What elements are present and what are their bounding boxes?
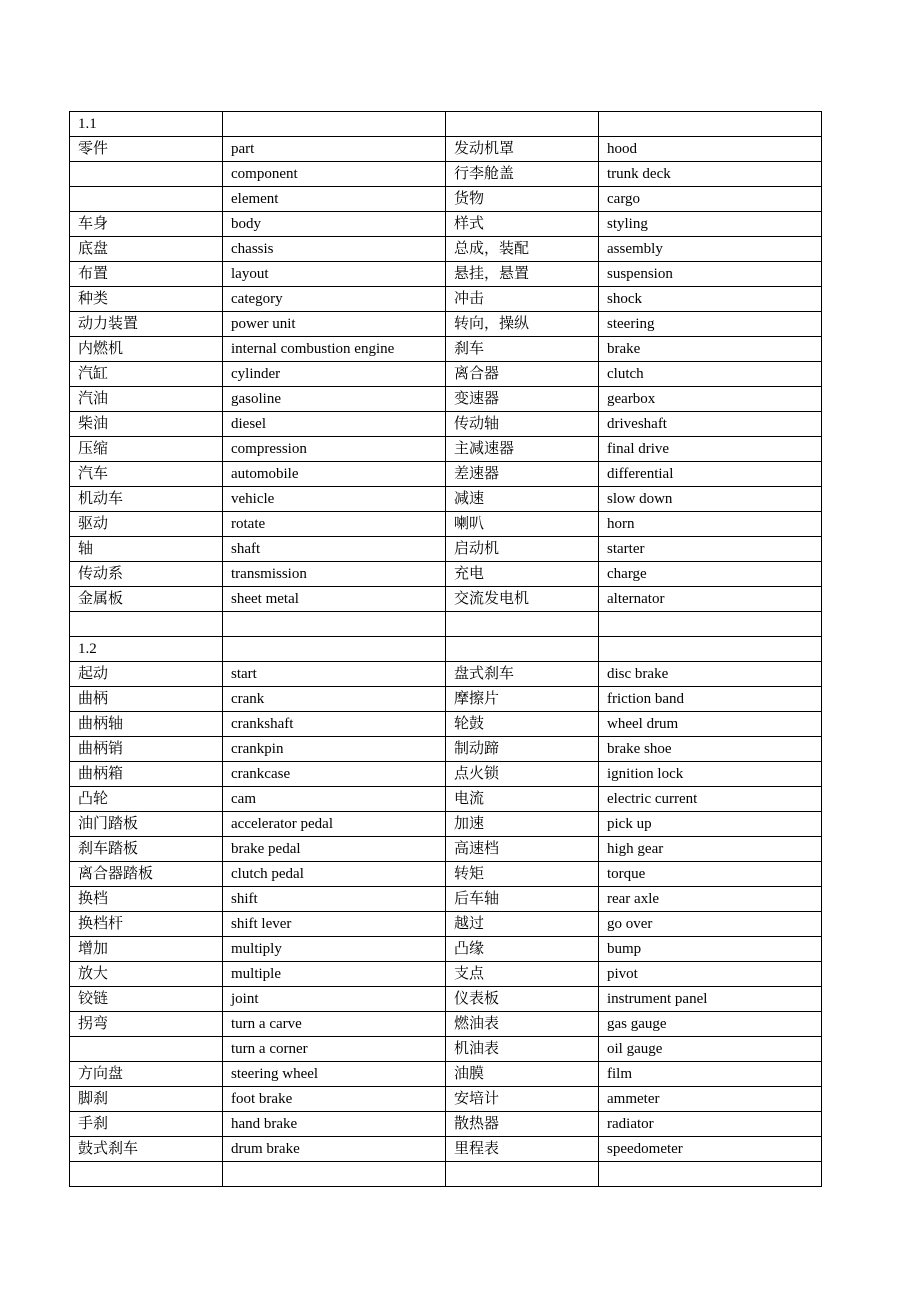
- english-term-cell: pivot: [599, 962, 822, 987]
- chinese-term-cell: 内燃机: [70, 337, 223, 362]
- english-term-cell: ammeter: [599, 1087, 822, 1112]
- chinese-term-cell: 方向盘: [70, 1062, 223, 1087]
- chinese-term-cell: 散热器: [446, 1112, 599, 1137]
- table-row: [70, 537, 822, 562]
- english-term-cell: brake: [599, 337, 822, 362]
- english-term-cell: rotate: [223, 512, 446, 537]
- table-row: [70, 362, 822, 387]
- chinese-term-cell: [446, 112, 599, 137]
- table-row: [70, 162, 822, 187]
- table-row: [70, 637, 822, 662]
- chinese-term-cell: 曲柄箱: [70, 762, 223, 787]
- english-term-cell: suspension: [599, 262, 822, 287]
- chinese-term-cell: 充电: [446, 562, 599, 587]
- table-row: [70, 812, 822, 837]
- table-row: [70, 962, 822, 987]
- chinese-term-cell: [446, 612, 599, 637]
- chinese-term-cell: 样式: [446, 212, 599, 237]
- english-term-cell: component: [223, 162, 446, 187]
- chinese-term-cell: 压缩: [70, 437, 223, 462]
- english-term-cell: alternator: [599, 587, 822, 612]
- table-row: [70, 862, 822, 887]
- table-row: [70, 412, 822, 437]
- english-term-cell: cam: [223, 787, 446, 812]
- table-row: [70, 437, 822, 462]
- chinese-term-cell: 起动: [70, 662, 223, 687]
- english-term-cell: shock: [599, 287, 822, 312]
- table-row: [70, 337, 822, 362]
- chinese-term-cell: 总成，装配: [446, 237, 599, 262]
- chinese-term-cell: 安培计: [446, 1087, 599, 1112]
- english-term-cell: drum brake: [223, 1137, 446, 1162]
- english-term-cell: [599, 112, 822, 137]
- english-term-cell: turn a corner: [223, 1037, 446, 1062]
- table-row: [70, 287, 822, 312]
- english-term-cell: cylinder: [223, 362, 446, 387]
- english-term-cell: turn a carve: [223, 1012, 446, 1037]
- english-term-cell: wheel drum: [599, 712, 822, 737]
- english-term-cell: speedometer: [599, 1137, 822, 1162]
- english-term-cell: [599, 637, 822, 662]
- chinese-term-cell: 高速档: [446, 837, 599, 862]
- english-term-cell: element: [223, 187, 446, 212]
- table-row: [70, 1062, 822, 1087]
- english-term-cell: radiator: [599, 1112, 822, 1137]
- chinese-term-cell: 机动车: [70, 487, 223, 512]
- chinese-term-cell: 油门踏板: [70, 812, 223, 837]
- chinese-term-cell: [70, 162, 223, 187]
- english-term-cell: power unit: [223, 312, 446, 337]
- table-row: [70, 1112, 822, 1137]
- english-term-cell: starter: [599, 537, 822, 562]
- table-row: [70, 562, 822, 587]
- chinese-term-cell: 减速: [446, 487, 599, 512]
- chinese-term-cell: 货物: [446, 187, 599, 212]
- english-term-cell: styling: [599, 212, 822, 237]
- english-term-cell: brake shoe: [599, 737, 822, 762]
- english-term-cell: automobile: [223, 462, 446, 487]
- english-term-cell: crank: [223, 687, 446, 712]
- english-term-cell: crankcase: [223, 762, 446, 787]
- chinese-term-cell: 喇叭: [446, 512, 599, 537]
- chinese-term-cell: 转矩: [446, 862, 599, 887]
- table-row: [70, 112, 822, 137]
- english-term-cell: film: [599, 1062, 822, 1087]
- chinese-term-cell: 1.1: [70, 112, 223, 137]
- english-term-cell: steering: [599, 312, 822, 337]
- english-term-cell: differential: [599, 462, 822, 487]
- chinese-term-cell: 行李舱盖: [446, 162, 599, 187]
- english-term-cell: sheet metal: [223, 587, 446, 612]
- table-row: [70, 262, 822, 287]
- chinese-term-cell: 传动系: [70, 562, 223, 587]
- english-term-cell: friction band: [599, 687, 822, 712]
- english-term-cell: vehicle: [223, 487, 446, 512]
- chinese-term-cell: 启动机: [446, 537, 599, 562]
- table-row: [70, 712, 822, 737]
- chinese-term-cell: 传动轴: [446, 412, 599, 437]
- english-term-cell: shift: [223, 887, 446, 912]
- english-term-cell: [599, 1162, 822, 1187]
- chinese-term-cell: 悬挂，悬置: [446, 262, 599, 287]
- table-row: [70, 787, 822, 812]
- chinese-term-cell: 鼓式刹车: [70, 1137, 223, 1162]
- english-term-cell: [223, 112, 446, 137]
- chinese-term-cell: 动力装置: [70, 312, 223, 337]
- table-row: [70, 512, 822, 537]
- chinese-term-cell: 越过: [446, 912, 599, 937]
- chinese-term-cell: 点火锁: [446, 762, 599, 787]
- table-row: [70, 762, 822, 787]
- english-term-cell: disc brake: [599, 662, 822, 687]
- chinese-term-cell: 变速器: [446, 387, 599, 412]
- table-row: [70, 462, 822, 487]
- english-term-cell: oil gauge: [599, 1037, 822, 1062]
- table-row: [70, 612, 822, 637]
- chinese-term-cell: 燃油表: [446, 1012, 599, 1037]
- chinese-term-cell: 拐弯: [70, 1012, 223, 1037]
- chinese-term-cell: 汽缸: [70, 362, 223, 387]
- chinese-term-cell: 发动机罩: [446, 137, 599, 162]
- chinese-term-cell: 差速器: [446, 462, 599, 487]
- english-term-cell: crankshaft: [223, 712, 446, 737]
- english-term-cell: ignition lock: [599, 762, 822, 787]
- english-term-cell: layout: [223, 262, 446, 287]
- english-term-cell: part: [223, 137, 446, 162]
- chinese-term-cell: 凸轮: [70, 787, 223, 812]
- english-term-cell: gasoline: [223, 387, 446, 412]
- english-term-cell: multiple: [223, 962, 446, 987]
- chinese-term-cell: 增加: [70, 937, 223, 962]
- chinese-term-cell: 驱动: [70, 512, 223, 537]
- chinese-term-cell: 零件: [70, 137, 223, 162]
- table-row: [70, 662, 822, 687]
- chinese-term-cell: [70, 187, 223, 212]
- table-row: [70, 912, 822, 937]
- english-term-cell: assembly: [599, 237, 822, 262]
- english-term-cell: body: [223, 212, 446, 237]
- chinese-term-cell: 轴: [70, 537, 223, 562]
- table-row: [70, 1012, 822, 1037]
- chinese-term-cell: [70, 1162, 223, 1187]
- english-term-cell: go over: [599, 912, 822, 937]
- chinese-term-cell: 盘式刹车: [446, 662, 599, 687]
- chinese-term-cell: 加速: [446, 812, 599, 837]
- chinese-term-cell: [70, 612, 223, 637]
- english-term-cell: [223, 1162, 446, 1187]
- chinese-term-cell: 汽油: [70, 387, 223, 412]
- english-term-cell: foot brake: [223, 1087, 446, 1112]
- chinese-term-cell: 刹车踏板: [70, 837, 223, 862]
- chinese-term-cell: 轮鼓: [446, 712, 599, 737]
- chinese-term-cell: 刹车: [446, 337, 599, 362]
- table-row: [70, 587, 822, 612]
- chinese-term-cell: 转向，操纵: [446, 312, 599, 337]
- chinese-term-cell: 制动蹄: [446, 737, 599, 762]
- english-term-cell: electric current: [599, 787, 822, 812]
- english-term-cell: internal combustion engine: [223, 337, 446, 362]
- english-term-cell: shaft: [223, 537, 446, 562]
- english-term-cell: joint: [223, 987, 446, 1012]
- chinese-term-cell: 换档杆: [70, 912, 223, 937]
- english-term-cell: slow down: [599, 487, 822, 512]
- table-row: [70, 312, 822, 337]
- chinese-term-cell: 换档: [70, 887, 223, 912]
- english-term-cell: [599, 612, 822, 637]
- chinese-term-cell: 底盘: [70, 237, 223, 262]
- english-term-cell: gearbox: [599, 387, 822, 412]
- table-row: [70, 387, 822, 412]
- chinese-term-cell: 摩擦片: [446, 687, 599, 712]
- english-term-cell: horn: [599, 512, 822, 537]
- english-term-cell: cargo: [599, 187, 822, 212]
- english-term-cell: pick up: [599, 812, 822, 837]
- chinese-term-cell: 后车轴: [446, 887, 599, 912]
- table-row: [70, 137, 822, 162]
- table-row: [70, 687, 822, 712]
- english-term-cell: clutch pedal: [223, 862, 446, 887]
- english-term-cell: transmission: [223, 562, 446, 587]
- chinese-term-cell: 离合器: [446, 362, 599, 387]
- table-row: [70, 1037, 822, 1062]
- table-row: [70, 887, 822, 912]
- chinese-term-cell: 1.2: [70, 637, 223, 662]
- english-term-cell: high gear: [599, 837, 822, 862]
- english-term-cell: gas gauge: [599, 1012, 822, 1037]
- chinese-term-cell: 布置: [70, 262, 223, 287]
- chinese-term-cell: 交流发电机: [446, 587, 599, 612]
- chinese-term-cell: 油膜: [446, 1062, 599, 1087]
- english-term-cell: category: [223, 287, 446, 312]
- english-term-cell: clutch: [599, 362, 822, 387]
- english-term-cell: bump: [599, 937, 822, 962]
- english-term-cell: compression: [223, 437, 446, 462]
- table-row: [70, 1162, 822, 1187]
- vocabulary-table: [69, 111, 822, 1187]
- chinese-term-cell: 脚刹: [70, 1087, 223, 1112]
- table-row: [70, 212, 822, 237]
- chinese-term-cell: 曲柄: [70, 687, 223, 712]
- table-row: [70, 937, 822, 962]
- chinese-term-cell: [446, 1162, 599, 1187]
- english-term-cell: trunk deck: [599, 162, 822, 187]
- chinese-term-cell: [446, 637, 599, 662]
- table-row: [70, 187, 822, 212]
- table-row: [70, 487, 822, 512]
- english-term-cell: shift lever: [223, 912, 446, 937]
- table-row: [70, 837, 822, 862]
- chinese-term-cell: 铰链: [70, 987, 223, 1012]
- table-row: [70, 237, 822, 262]
- english-term-cell: brake pedal: [223, 837, 446, 862]
- table-row: [70, 987, 822, 1012]
- chinese-term-cell: 车身: [70, 212, 223, 237]
- table-row: [70, 1087, 822, 1112]
- chinese-term-cell: 柴油: [70, 412, 223, 437]
- english-term-cell: accelerator pedal: [223, 812, 446, 837]
- english-term-cell: steering wheel: [223, 1062, 446, 1087]
- english-term-cell: hood: [599, 137, 822, 162]
- chinese-term-cell: 曲柄销: [70, 737, 223, 762]
- english-term-cell: charge: [599, 562, 822, 587]
- chinese-term-cell: 里程表: [446, 1137, 599, 1162]
- chinese-term-cell: 凸缘: [446, 937, 599, 962]
- table-row: [70, 1137, 822, 1162]
- english-term-cell: [223, 612, 446, 637]
- chinese-term-cell: 曲柄轴: [70, 712, 223, 737]
- chinese-term-cell: 支点: [446, 962, 599, 987]
- chinese-term-cell: 放大: [70, 962, 223, 987]
- english-term-cell: hand brake: [223, 1112, 446, 1137]
- english-term-cell: torque: [599, 862, 822, 887]
- chinese-term-cell: [70, 1037, 223, 1062]
- chinese-term-cell: 仪表板: [446, 987, 599, 1012]
- english-term-cell: chassis: [223, 237, 446, 262]
- chinese-term-cell: 主减速器: [446, 437, 599, 462]
- english-term-cell: final drive: [599, 437, 822, 462]
- english-term-cell: [223, 637, 446, 662]
- table-row: [70, 737, 822, 762]
- chinese-term-cell: 电流: [446, 787, 599, 812]
- english-term-cell: driveshaft: [599, 412, 822, 437]
- english-term-cell: instrument panel: [599, 987, 822, 1012]
- chinese-term-cell: 冲击: [446, 287, 599, 312]
- vocabulary-table-body: [70, 112, 822, 1187]
- english-term-cell: crankpin: [223, 737, 446, 762]
- english-term-cell: start: [223, 662, 446, 687]
- chinese-term-cell: 金属板: [70, 587, 223, 612]
- chinese-term-cell: 机油表: [446, 1037, 599, 1062]
- chinese-term-cell: 种类: [70, 287, 223, 312]
- chinese-term-cell: 汽车: [70, 462, 223, 487]
- english-term-cell: rear axle: [599, 887, 822, 912]
- english-term-cell: diesel: [223, 412, 446, 437]
- chinese-term-cell: 手刹: [70, 1112, 223, 1137]
- english-term-cell: multiply: [223, 937, 446, 962]
- chinese-term-cell: 离合器踏板: [70, 862, 223, 887]
